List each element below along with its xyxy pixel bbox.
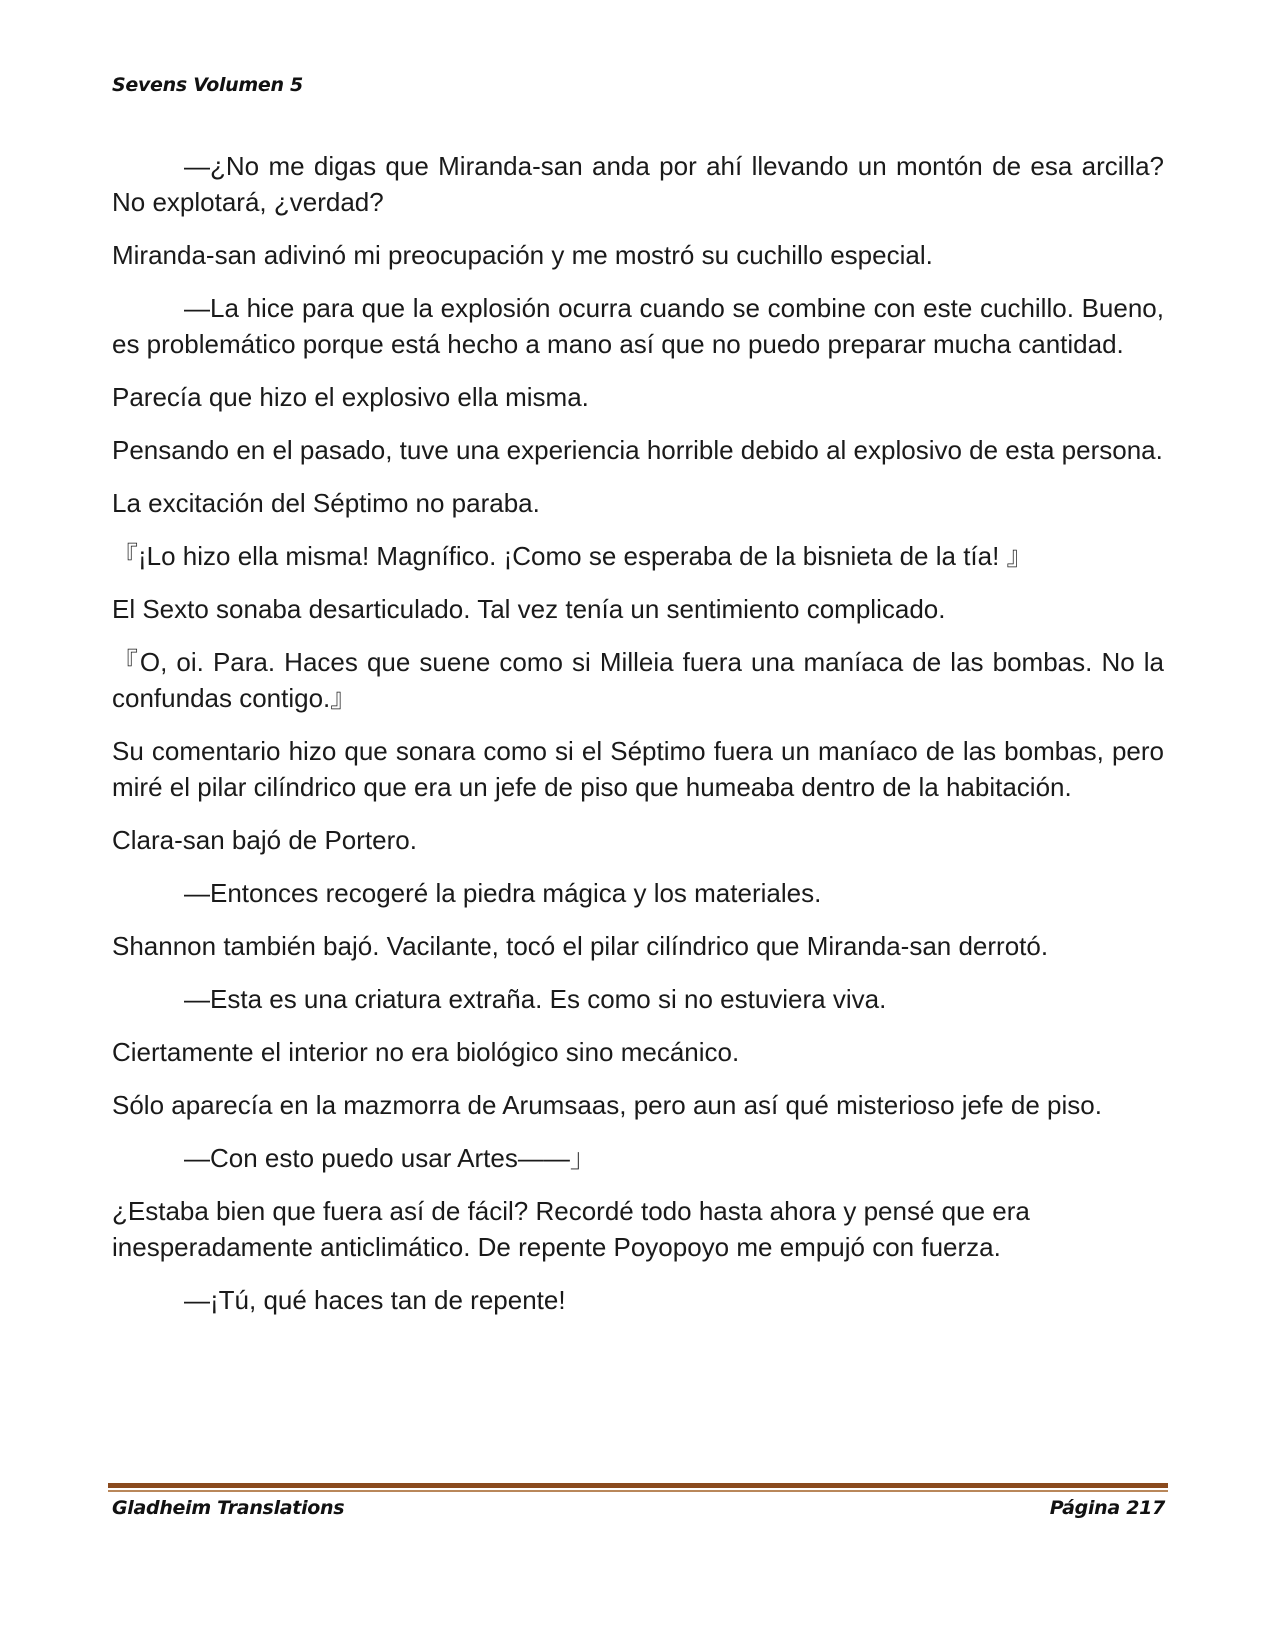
page-body <box>112 148 1164 1335</box>
paragraph: —¡Tú, qué haces tan de repente! <box>184 1285 566 1315</box>
paragraph: Clara-san bajó de Portero. <box>112 825 417 855</box>
paragraph: ¿Estaba bien que fuera así de fácil? Recordé todo hasta ahora y pensé que era inesperadamente anticlimático. De repente Poyopoyo me empujó con fuerza. <box>112 1196 1030 1262</box>
paragraph: La excitación del Séptimo no paraba. <box>112 488 540 518</box>
paragraph: Parecía que hizo el explosivo ella misma. <box>112 382 589 412</box>
paragraph: 『O, oi. Para. Haces que suene como si Milleia fuera una maníaca de las bombas. No la confundas contigo.』 <box>112 647 1164 713</box>
paragraph: Pensando en el pasado, tuve una experiencia horrible debido al explosivo de esta persona. <box>112 435 1163 465</box>
paragraph: 『¡Lo hizo ella misma! Magnífico. ¡Como se esperaba de la bisnieta de la tía! 』 <box>112 541 1033 571</box>
footer-publisher: Gladheim Translations <box>112 1497 345 1519</box>
paragraph: Miranda-san adivinó mi preocupación y me mostró su cuchillo especial. <box>112 240 933 270</box>
paragraph: —¿No me digas que Miranda-san anda por ahí llevando un montón de esa arcilla? No explotará, ¿verdad? <box>112 151 1164 217</box>
paragraph: —La hice para que la explosión ocurra cuando se combine con este cuchillo. Bueno, es problemático porque está hecho a mano así que no puedo preparar mucha cantidad. <box>112 293 1164 359</box>
footer-rule-thin <box>108 1490 1168 1492</box>
paragraph: —Con esto puedo usar Artes——」 <box>184 1143 596 1173</box>
paragraph: —Entonces recogeré la piedra mágica y los materiales. <box>184 878 822 908</box>
paragraph: Shannon también bajó. Vacilante, tocó el pilar cilíndrico que Miranda-san derrotó. <box>112 931 1049 961</box>
paragraph: Sólo aparecía en la mazmorra de Arumsaas, pero aun así qué misterioso jefe de piso. <box>112 1090 1102 1120</box>
paragraph: El Sexto sonaba desarticulado. Tal vez tenía un sentimiento complicado. <box>112 594 946 624</box>
paragraph: Ciertamente el interior no era biológico sino mecánico. <box>112 1037 740 1067</box>
footer-rule-thick <box>108 1483 1168 1488</box>
footer-page-number: Página 217 <box>1049 1497 1165 1519</box>
paragraph: —Esta es una criatura extraña. Es como si no estuviera viva. <box>184 984 887 1014</box>
paragraph: Su comentario hizo que sonara como si el Séptimo fuera un maníaco de las bombas, pero miré el pilar cilíndrico que era un jefe de piso que humeaba dentro de la habitación. <box>112 736 1164 802</box>
running-header: Sevens Volumen 5 <box>112 74 303 96</box>
